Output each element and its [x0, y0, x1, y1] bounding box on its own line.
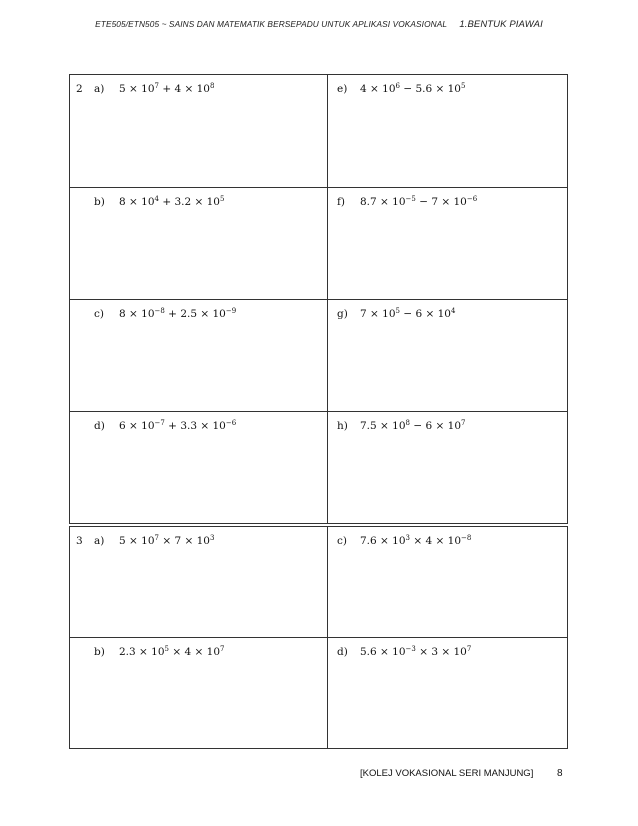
- table-row: [70, 411, 567, 523]
- question-number: 2: [76, 83, 83, 95]
- part-label: g): [337, 308, 348, 320]
- expression: $4 \times 10^6 - 5.6 \times 10^5$: [360, 82, 466, 95]
- table-row: [70, 75, 567, 187]
- part-label: b): [94, 646, 105, 658]
- part-label: a): [94, 83, 105, 95]
- page-header: [0, 19, 638, 30]
- part-label: b): [94, 196, 105, 208]
- question-number: 3: [76, 535, 83, 547]
- part-label: d): [94, 420, 105, 432]
- expression: $7.5 \times 10^8 - 6 \times 10^7$: [360, 419, 466, 432]
- answer-cell-2g[interactable]: [328, 300, 567, 411]
- part-label: f): [337, 196, 345, 208]
- expression: $8.7 \times 10^{-5} - 7 \times 10^{-6}$: [360, 195, 478, 208]
- part-label: a): [94, 535, 105, 547]
- answer-cell-2f[interactable]: [328, 188, 567, 299]
- answer-cell-2b[interactable]: [70, 188, 328, 299]
- header-title: ETE505/ETN505 ~ SAINS DAN MATEMATIK BERSEPADU UNTUK APLIKASI VOKASIONAL: [95, 19, 447, 29]
- expression: $6 \times 10^{-7} + 3.3 \times 10^{-6}$: [119, 419, 237, 432]
- table-row: [70, 187, 567, 299]
- expression: $7 \times 10^5 - 6 \times 10^4$: [360, 307, 456, 320]
- expression: $8 \times 10^{-8} + 2.5 \times 10^{-9}$: [119, 307, 237, 320]
- part-label: c): [337, 535, 347, 547]
- table-row: [70, 299, 567, 411]
- answer-cell-2c[interactable]: [70, 300, 328, 411]
- expression: $5.6 \times 10^{-3} \times 3 \times 10^7$: [360, 645, 472, 658]
- expression: $7.6 \times 10^3 \times 4 \times 10^{-8}$: [360, 534, 472, 547]
- answer-cell-3c[interactable]: [328, 527, 567, 637]
- part-label: e): [337, 83, 348, 95]
- answer-cell-3a[interactable]: [70, 527, 328, 637]
- expression: $5 \times 10^7 \times 7 \times 10^3$: [119, 534, 215, 547]
- footer-institution: [KOLEJ VOKASIONAL SERI MANJUNG]: [360, 768, 534, 779]
- answer-cell-2e[interactable]: [328, 75, 567, 187]
- question-2-table: [69, 74, 568, 524]
- page-number: 8: [557, 768, 563, 779]
- part-label: c): [94, 308, 104, 320]
- header-chapter: 1.BENTUK PIAWAI: [459, 19, 543, 30]
- answer-cell-2d[interactable]: [70, 412, 328, 523]
- expression: $8 \times 10^4 + 3.2 \times 10^5$: [119, 195, 225, 208]
- table-row: [70, 527, 567, 637]
- expression: $2.3 \times 10^5 \times 4 \times 10^7$: [119, 645, 225, 658]
- question-3-table: [69, 526, 568, 749]
- answer-cell-2h[interactable]: [328, 412, 567, 523]
- answer-cell-3d[interactable]: [328, 638, 567, 748]
- expression: $5 \times 10^7 + 4 \times 10^8$: [119, 82, 215, 95]
- answer-cell-3b[interactable]: [70, 638, 328, 748]
- table-row: [70, 637, 567, 748]
- answer-cell-2a[interactable]: [70, 75, 328, 187]
- part-label: d): [337, 646, 348, 658]
- part-label: h): [337, 420, 348, 432]
